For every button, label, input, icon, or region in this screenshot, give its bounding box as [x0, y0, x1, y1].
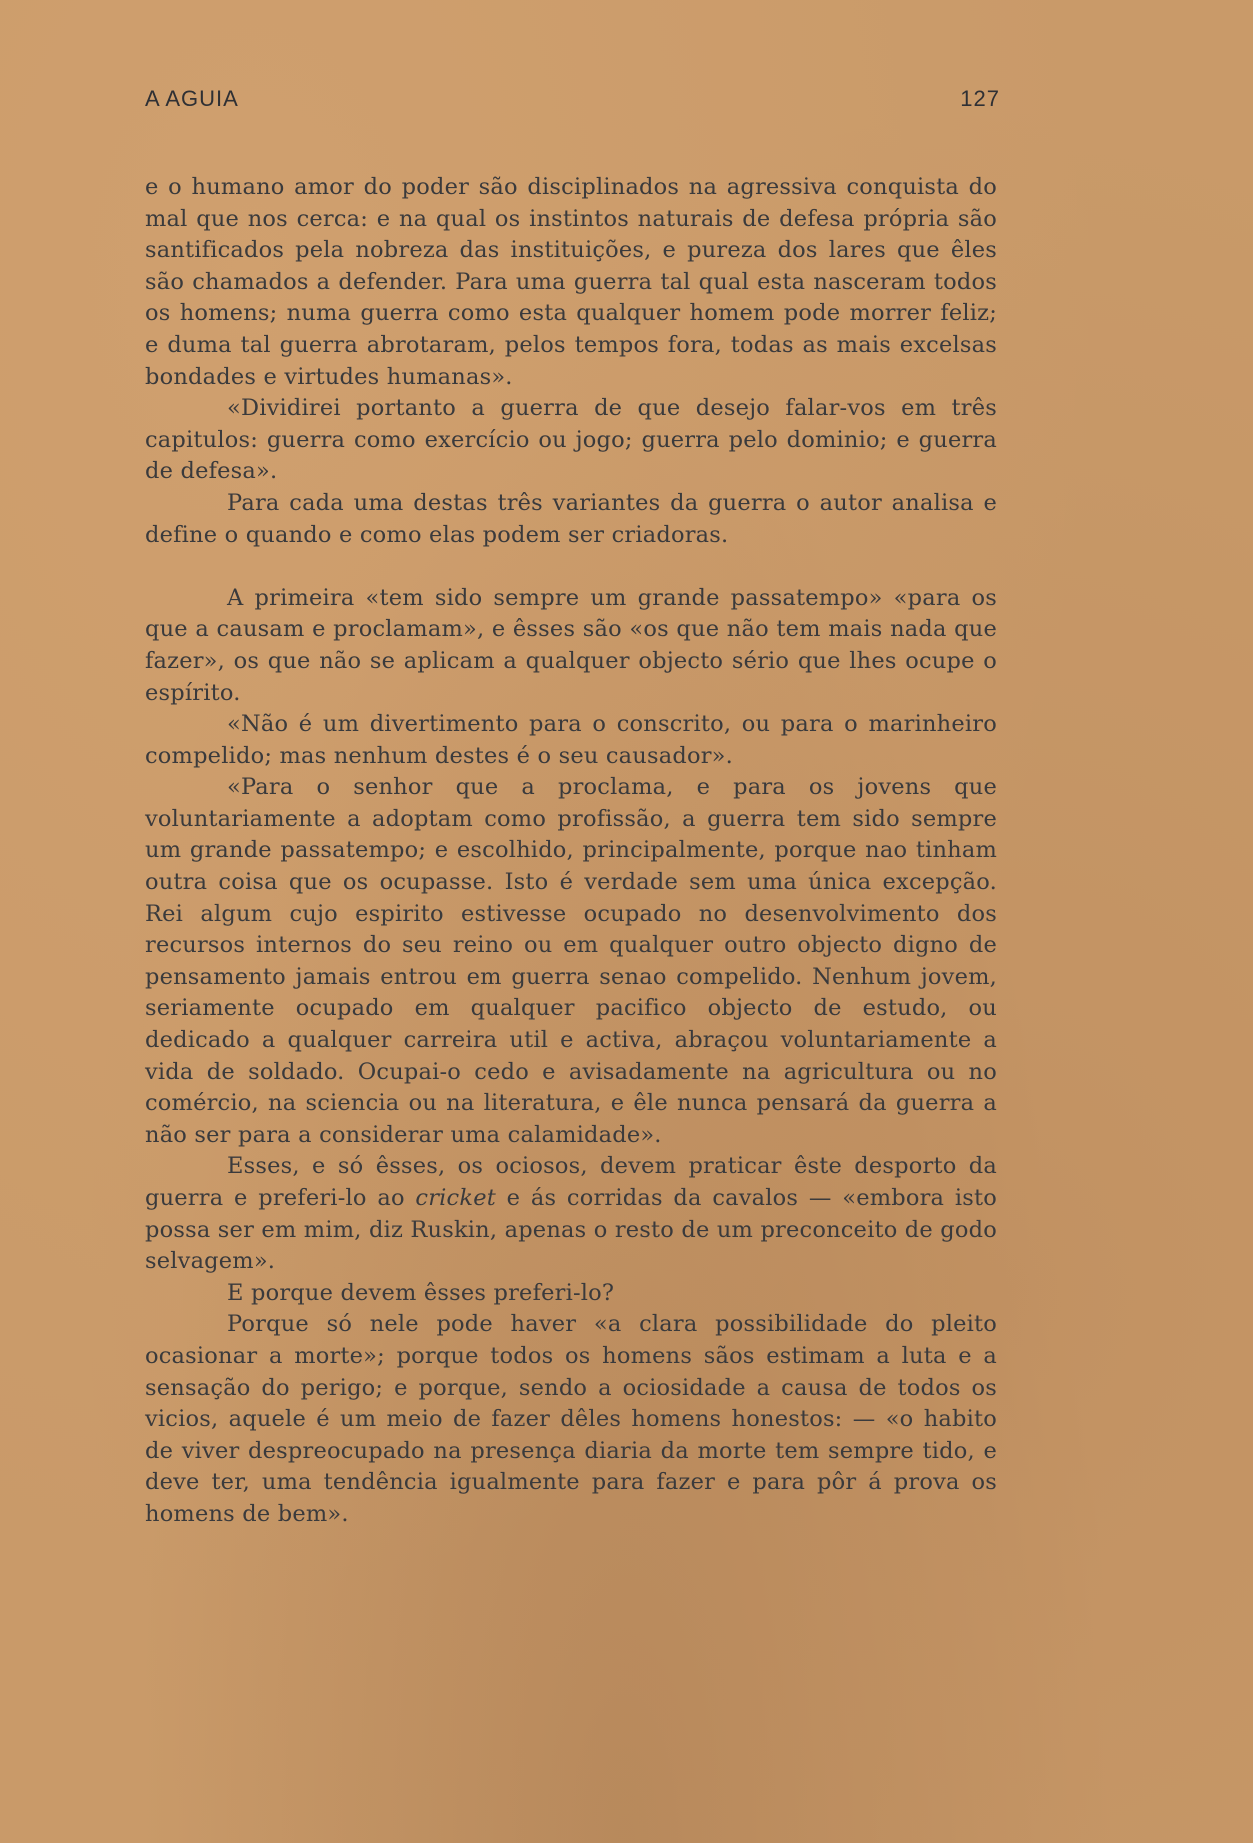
emphasis-cricket: cricket	[415, 1185, 496, 1211]
running-title: A AGUIA	[145, 86, 239, 111]
page-header	[145, 86, 1000, 112]
paragraph-question: E porque devem êsses preferi-lo?	[227, 1279, 615, 1306]
text-run: Esses, e só êsses, os ociosos, devem praticar êste desporto da guerra e preferi-lo ao	[145, 1153, 997, 1211]
paragraph-dividirei: «Dividirei portanto a guerra de que desejo falar-vos em três capitulos: guerra como exercício ou jogo; guerra pelo dominio; e guerra de defesa».	[145, 395, 997, 485]
text-run: e ás corridas da cavalos — «embora isto possa ser em mim, diz Ruskin, apenas o resto de um preconceito de godo selvagem».	[145, 1185, 997, 1275]
paragraph-para-o-senhor: «Para o senhor que a proclama, e para os jovens que voluntariamente a adoptam como profissão, a guerra tem sido sempre um grande passatempo; e escolhido, principalmente, porque nao tinham outra coisa que os ocupasse. Isto é verdade sem uma única excepção. Rei algum cujo espirito estivesse ocupado no desenvolvimento dos recursos internos do seu reino ou em qualquer outro objecto digno de pensamento jamais entrou em guerra senao compelido. Nenhum jovem, seriamente ocupado em qualquer pacifico objecto de estudo, ou dedicado a qualquer carreira util e activa, abraçou voluntariamente a vida de soldado. Ocupai-o cedo e avisadamente na agricultura ou no comércio, na sciencia ou na literatura, e êle nunca pensará da guerra a não ser para a considerar uma calamidade».	[145, 774, 997, 1148]
paragraph-nao-e-divertimento: «Não é um divertimento para o conscrito, ou para o marinheiro compelido; mas nenhum destes é o seu causador».	[145, 711, 997, 769]
paragraph-a-primeira: A primeira «tem sido sempre um grande passatempo» «para os que a causam e proclamam», e êsses são «os que não tem mais nada que fazer», os que não se aplicam a qualquer objecto sério que lhes ocupe o espírito.	[145, 584, 997, 706]
paragraph-esses-e-so-esses	[145, 1151, 997, 1277]
paragraph-continuation: e o humano amor do poder são disciplinados na agressiva conquista do mal que nos cerca: e na qual os instintos naturais de defesa própria são santificados pela nobreza das instituições, e pureza dos lares que êles são chamados a defender. Para uma guerra tal qual esta nasceram todos os homens; numa guerra como esta qualquer homem pode morrer feliz; e duma tal guerra abrotaram, pelos tempos fora, todas as mais excelsas bondades e virtudes humanas».	[145, 174, 997, 390]
paragraph-porque: Porque só nele pode haver «a clara possibilidade do pleito ocasionar a morte»; porque todos os homens sãos estimam a luta e a sensação do perigo; e porque, sendo a ociosidade a causa de todos os vicios, aquele é um meio de fazer dêles homens honestos: — «o habito de viver despreocupado na presença diaria da morte tem sempre tido, e deve ter, uma tendência igualmente para fazer e para pôr á prova os homens de bem».	[145, 1311, 997, 1527]
page-number: 127	[960, 86, 1000, 111]
body-text	[145, 172, 997, 1531]
paragraph-para-cada: Para cada uma destas três variantes da guerra o autor analisa e define o quando e como elas podem ser criadoras.	[145, 489, 997, 548]
